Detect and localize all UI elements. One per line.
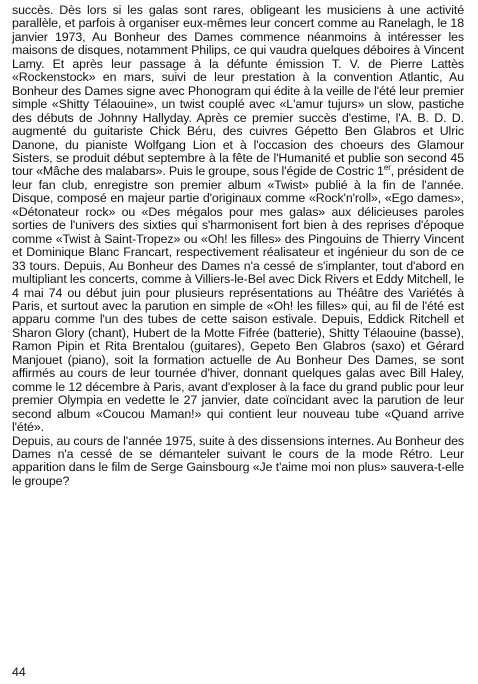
paragraph-2: Depuis, au cours de l'année 1975, suite à des dissensions internes. Au Bonheur des Dames n'a cessé de se démanteler suivant le cours de la mode Rétro. Leur apparition dans le film de Serge Gainsbourg «Je t'aime moi non plus» sauvera-t-elle le groupe? [12,433,464,488]
paragraph-1: succès. Dès lors si les galas sont rares, obligeant les musiciens à une activité parallèle, et parfois à organiser eux-mêmes leur concert comme au Ranelagh, le 18 janvier 1973, Au Bonheur des Dames commence néanmoins à intéresser les maisons de disques, notamment Philips, ce qui vaudra quelques déboires à Vincent Lamy. Et après leur passage à la défunte émission T. V. de Pierre Lattès «Rockenstock» en mars, suivi de leur prestation à la convention Atlantic, Au Bonheur des Dames signe avec Phonogram qui édite à la veille de l'été leur premier simple «Shitty Télaouine», un twist couplé avec «L'amur tujurs» un slow, pastiche des débuts de Johnny Hallyday. Après ce premier succès d'estime, l'A. B. D. D. augmenté du guitariste Chick Béru, des cuivres Gépetto Ben Glabros et Ulric Danone, du pianiste Wolfgang Lion et à l'occasion des choeurs des Glamour Sisters, se produit début septembre à la fête de l'Humanité et publie son second 45 tour «Mâche des malabars». Puis le groupe, sous l'égide de Costric 1er, président de leur fan club, enregistre son premier album «Twist» publié à la fin de l'année. Disque, composé en majeur partie d'originaux comme «Rock'n'roll», «Ego dames», «Détonateur rock» ou «Des mégalos pour mes galas» aux délicieuses paroles sorties de l'univers des sixties qui s'harmonisent fort bien à des reprises d'époque comme «Twist à Saint-Tropez» ou «Oh! les filles» des Pingouins de Thierry Vincent et Dominique Blanc Francart, respectivement réalisateur et ingénieur du son de ce 33 tours. Depuis, Au Bonheur des Dames n'a cessé de s'implanter, tout d'abord en multipliant les concerts, comme à Villiers-le-Bel avec Dick Rivers et Eddy Mitchell, le 4 mai 74 ou début juin pour plusieurs représentations au Théâtre des Variétés à Paris, et surtout avec la parution en simple de «Oh! les filles» qui, au fil de l'été est apparu comme l'un des tubes de cette saison estivale. Depuis, Eddick Ritchell et Sharon Glory (chant), Hubert de la Motte Fifrée (batterie), Shitty Télaouine (basse), Ramon Pipin et Rita Brentalou (guitares), Gepeto Ben Glabros (saxo) et Gérard Manjouet (piano), soit la formation actuelle de Au Bonheur Des Dames, se sont affirmés au cours de leur tournée d'hiver, donnant quelques galas avec Bill Haley, comme le 12 décembre à Paris, avant d'exploser à la face du grand public pour leur premier Olympia en vedette le 27 janvier, date coïncidant avec la parution de leur second album «Coucou Maman!» qui contient leur nouveau tube «Quand arrive l'été». [12,3,464,435]
page-number: 44 [12,665,26,679]
page-body [12,4,464,488]
ordinal-superscript: er [383,163,391,173]
